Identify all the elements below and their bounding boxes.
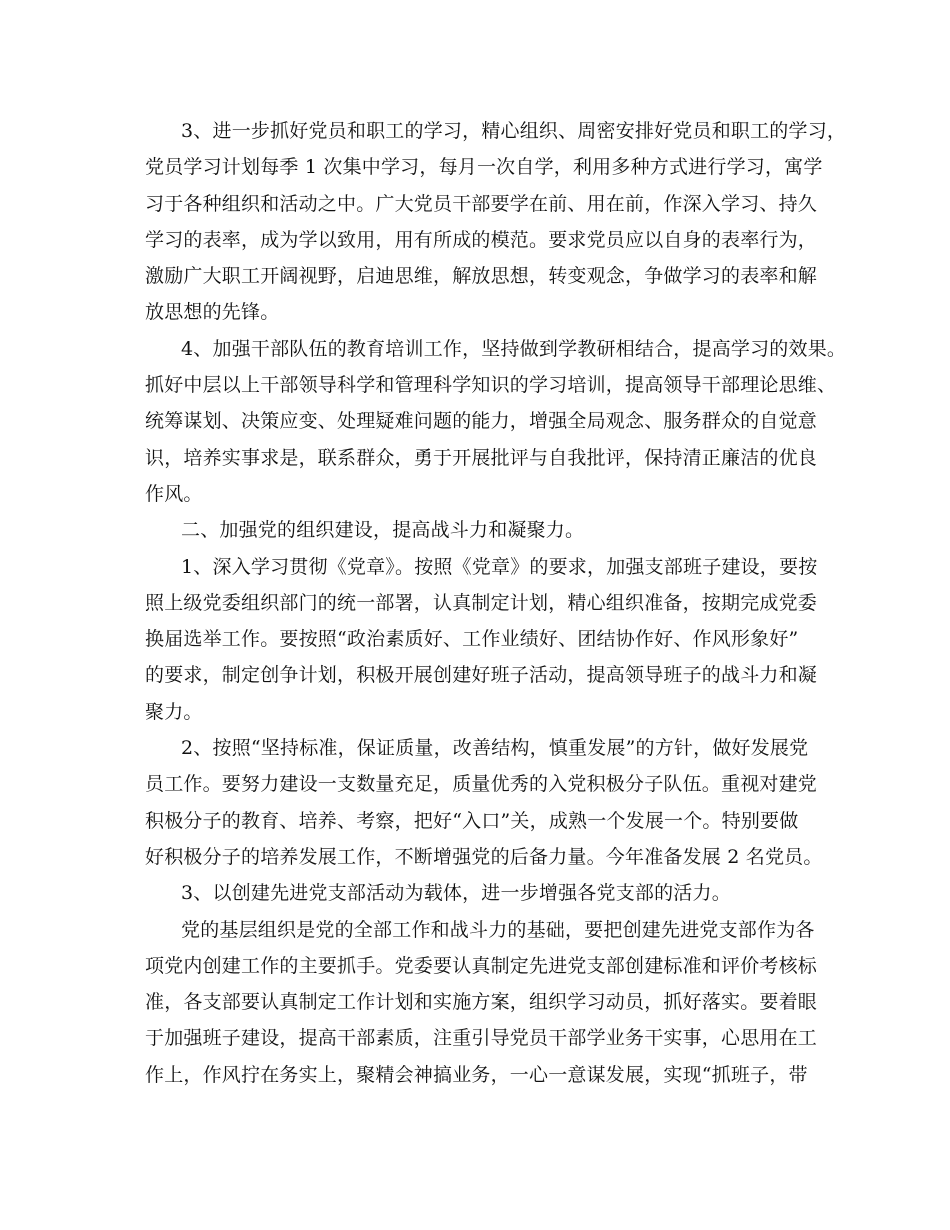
text-line: 好积极分子的培养发展工作，不断增强党的后备力量。今年准备发展 2 名党员。 <box>145 845 823 868</box>
text-line: 3、进一步抓好党员和职工的学习，精心组织、周密安排好党员和职工的学习， <box>181 120 847 142</box>
text-line: 项党内创建工作的主要抓手。党委要认真制定先进党支部创建标准和评价考核标 <box>145 954 818 977</box>
text-line: 聚力。 <box>145 700 203 723</box>
text-line: 换届选举工作。要按照“政治素质好、工作业绩好、团结协作好、作风形象好” <box>145 628 799 651</box>
text-line: 准，各支部要认真制定工作计划和实施方案，组织学习动员，抓好落实。要着眼 <box>145 991 818 1014</box>
text-line: 习于各种组织和活动之中。广大党员干部要学在前、用在前，作深入学习、持久 <box>145 192 818 215</box>
text-line: 照上级党委组织部门的统一部署，认真制定计划，精心组织准备，按期完成党委 <box>145 591 818 614</box>
text-line: 二、加强党的组织建设，提高战斗力和凝聚力。 <box>181 519 585 542</box>
text-line: 4、加强干部队伍的教育培训工作，坚持做到学教研相结合，提高学习的效果。 <box>181 337 847 360</box>
text-line: 党员学习计划每季 1 次集中学习，每月一次自学，利用多种方式进行学习，寓学 <box>145 156 823 179</box>
text-line: 3、以创建先进党支部活动为载体，进一步增强各党支部的活力。 <box>181 882 731 905</box>
text-line: 统筹谋划、决策应变、处理疑难问题的能力，增强全局观念、服务群众的自觉意 <box>145 410 818 433</box>
text-line: 作风。 <box>145 482 203 505</box>
text-line: 于加强班子建设，提高干部素质，注重引导党员干部学业务干实事，心思用在工 <box>145 1027 818 1050</box>
text-line: 党的基层组织是党的全部工作和战斗力的基础，要把创建先进党支部作为各 <box>181 918 815 941</box>
document-body <box>145 113 847 1093</box>
text-line: 放思想的先锋。 <box>145 301 280 324</box>
text-line: 学习的表率，成为学以致用，用有所成的模范。要求党员应以自身的表率行为， <box>145 228 818 251</box>
text-line: 1、深入学习贯彻《党章》。按照《党章》的要求，加强支部班子建设，要按 <box>181 555 818 578</box>
text-line: 积极分子的教育、培养、考察，把好“入口”关，成熟一个发展一个。特别要做 <box>145 809 799 832</box>
text-line: 识，培养实事求是，联系群众，勇于开展批评与自我批评，保持清正廉洁的优良 <box>145 446 818 469</box>
text-line: 作上，作风拧在务实上，聚精会神搞业务，一心一意谋发展，实现“抓班子，带 <box>145 1063 808 1086</box>
text-line: 2、按照“坚持标准，保证质量，改善结构，慎重发展”的方针，做好发展党 <box>181 737 809 760</box>
text-line: 激励广大职工开阔视野，启迪思维，解放思想，转变观念，争做学习的表率和解 <box>145 265 818 288</box>
text-line: 的要求，制定创争计划，积极开展创建好班子活动，提高领导班子的战斗力和凝 <box>145 664 818 687</box>
text-line: 抓好中层以上干部领导科学和管理科学知识的学习培训，提高领导干部理论思维、 <box>145 374 837 397</box>
text-line: 员工作。要努力建设一支数量充足，质量优秀的入党积极分子队伍。重视对建党 <box>145 773 818 796</box>
